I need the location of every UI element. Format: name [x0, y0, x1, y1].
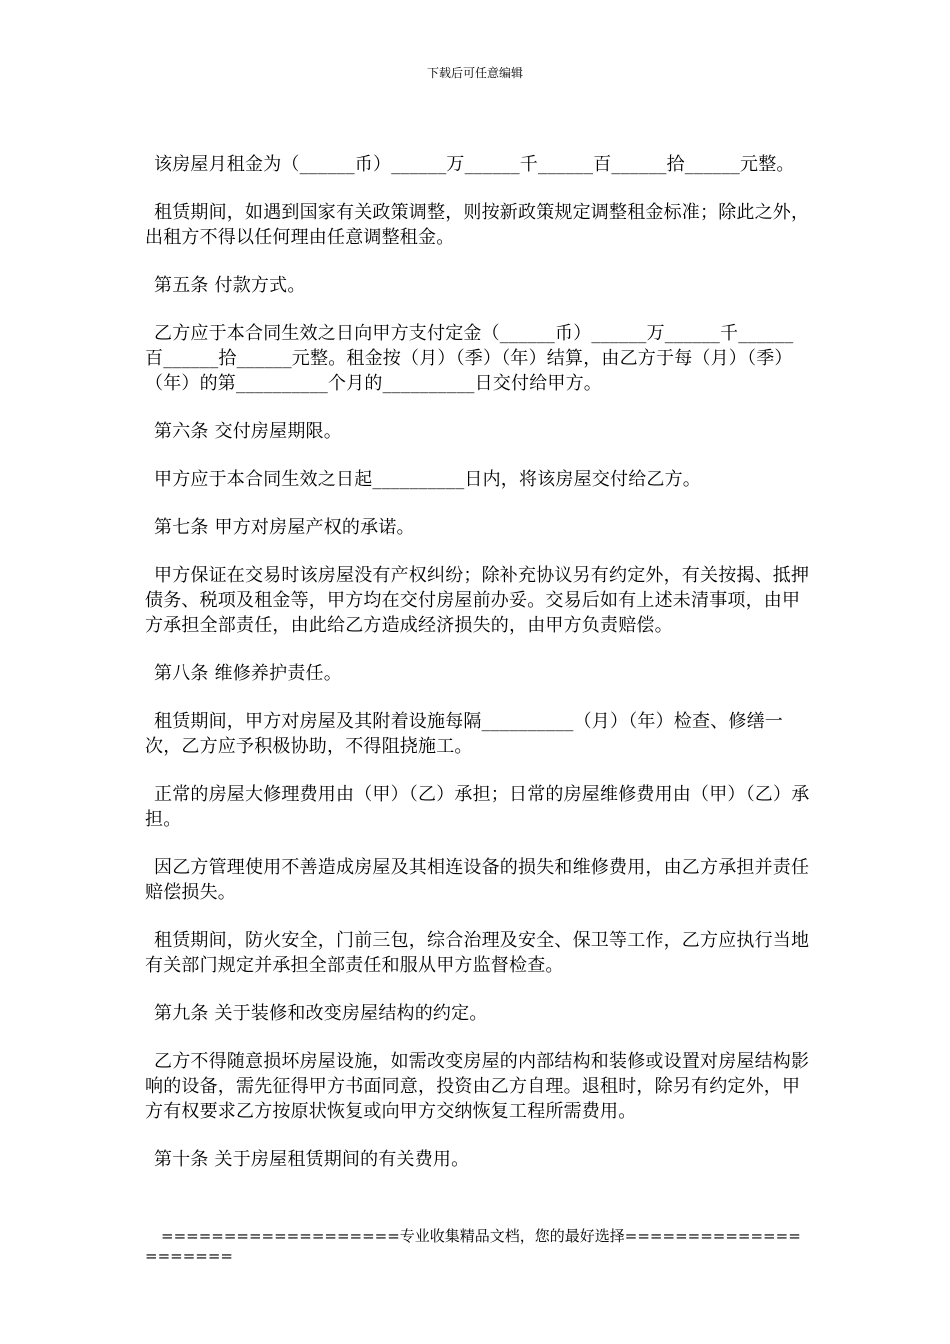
renovation-paragraph: 乙方不得随意损坏房屋设施，如需改变房屋的内部结构和装修或设置对房屋结构影响的设备，需先征得甲方书面同意，投资由乙方自理。退租时，除另有约定外，甲方有权要求乙方按原状恢复或向甲方交纳恢复工程所需费用。 — [145, 1051, 810, 1122]
footer-banner: ===================专业收集精品文档，您的最好选择===================== — [145, 1227, 801, 1265]
article-7-heading: 第七条 甲方对房屋产权的承诺。 — [154, 517, 415, 538]
header-note: 下载后可任意编辑 — [426, 66, 523, 80]
rent-amount-paragraph: 该房屋月租金为（______币）______万______千______百______拾______元整。 — [154, 154, 795, 175]
inspection-paragraph: 租赁期间，甲方对房屋及其附着设施每隔__________（月）（年）检查、修缮一次，乙方应予积极协助，不得阻挠施工。 — [145, 711, 783, 757]
document-body — [145, 152, 810, 1195]
safety-duty-paragraph: 租赁期间，防火安全，门前三包，综合治理及安全、保卫等工作，乙方应执行当地有关部门规定并承担全部责任和服从甲方监督检查。 — [145, 930, 810, 976]
article-9-heading: 第九条 关于装修和改变房屋结构的约定。 — [154, 1003, 488, 1024]
delivery-deadline-paragraph: 甲方应于本合同生效之日起__________日内，将该房屋交付给乙方。 — [154, 469, 701, 490]
payment-method-paragraph: 乙方应于本合同生效之日向甲方支付定金（______币）______万______千______百______拾______元整。租金按（月）（季）（年）结算，由乙方于每（月）（季）（年）的第__________个月的__________日交付给甲方。 — [145, 323, 794, 394]
rent-adjustment-paragraph: 租赁期间，如遇到国家有关政策调整，则按新政策规定调整租金标准；除此之外，出租方不得以任何理由任意调整租金。 — [145, 202, 810, 248]
article-8-heading: 第八条 维修养护责任。 — [154, 663, 342, 684]
article-10-heading: 第十条 关于房屋租赁期间的有关费用。 — [154, 1149, 470, 1170]
article-5-heading: 第五条 付款方式。 — [154, 275, 306, 296]
property-right-paragraph: 甲方保证在交易时该房屋没有产权纠纷；除补充协议另有约定外，有关按揭、抵押债务、税项及租金等，甲方均在交付房屋前办妥。交易后如有上述未清事项，由甲方承担全部责任，由此给乙方造成经济损失的，由甲方负责赔偿。 — [145, 565, 810, 636]
repair-cost-paragraph: 正常的房屋大修理费用由（甲）（乙）承担；日常的房屋维修费用由（甲）（乙）承担。 — [145, 784, 810, 830]
article-6-heading: 第六条 交付房屋期限。 — [154, 421, 342, 442]
damage-liability-paragraph: 因乙方管理使用不善造成房屋及其相连设备的损失和维修费用，由乙方承担并责任赔偿损失。 — [145, 857, 810, 903]
